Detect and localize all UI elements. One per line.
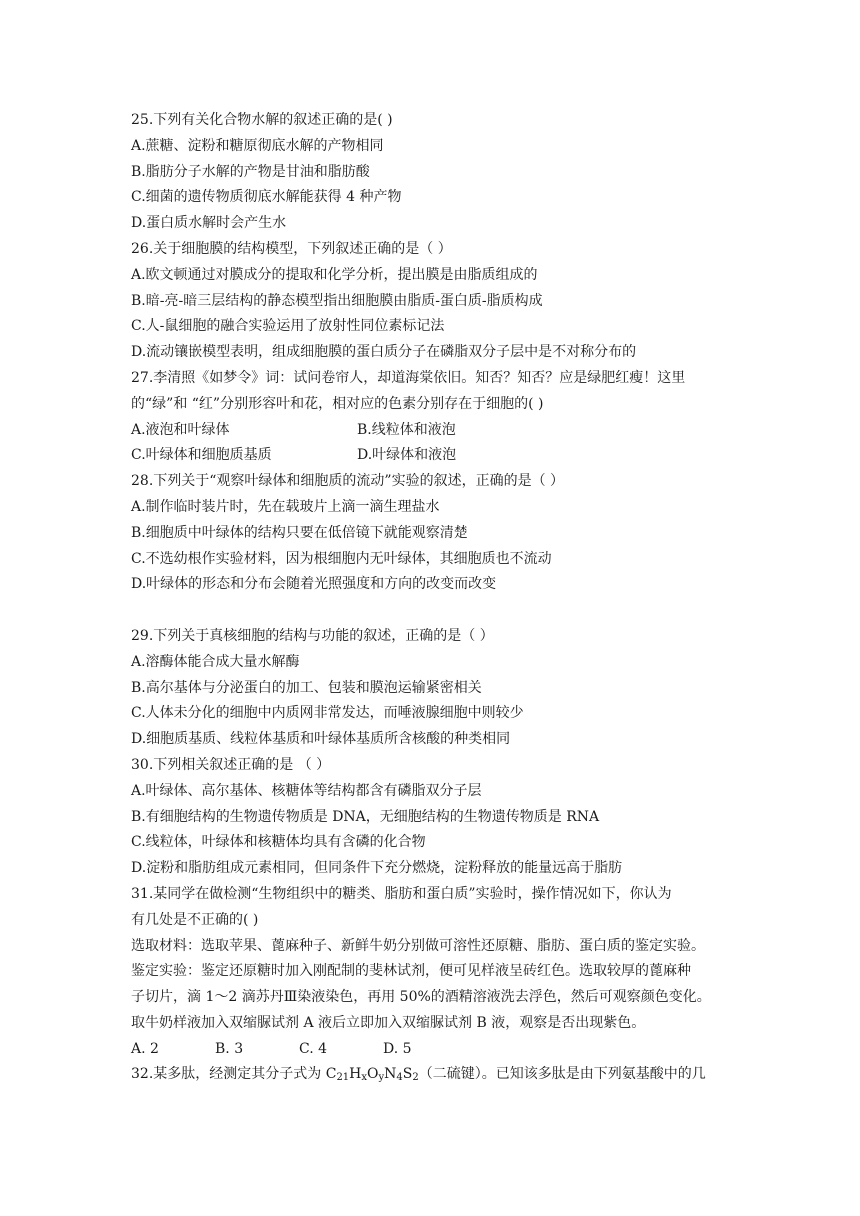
question-stem: 25.下列有关化合物水解的叙述正确的是( ) (131, 112, 393, 128)
options-row (131, 1037, 751, 1063)
options-row-2 (131, 443, 751, 469)
option-d: D.叶绿体和液泡 (357, 447, 457, 464)
formula-subscript: 2 (412, 1072, 419, 1084)
question-stem (131, 1062, 751, 1088)
option-c: C.不选幼根作实验材料，因为根细胞内无叶绿体，其细胞质也不流动 (131, 550, 552, 567)
question-stem-line-2: 的“绿”和 “红”分别形容叶和花，相对应的色素分别存在于细胞的( ) (131, 395, 544, 412)
option-b: B.暗-亮-暗三层结构的静态模型指出细胞膜由脂质-蛋白质-脂质构成 (131, 292, 543, 309)
formula-subscript: x (361, 1072, 368, 1084)
question-27 (131, 366, 751, 469)
option-a: A.叶绿体、高尔基体、核糖体等结构都含有磷脂双分子层 (131, 782, 482, 799)
option-d: D.叶绿体的形态和分布会随着光照强度和方向的改变而改变 (131, 576, 497, 593)
question-28 (131, 469, 751, 598)
question-stem: 30.下列相关叙述正确的是 （ ） (131, 756, 331, 773)
formula-element: S (402, 1066, 413, 1083)
paragraph-line-1: 选取材料：选取苹果、蓖麻种子、新鲜牛奶分别做可溶性还原糖、脂肪、蛋白质的鉴定实验。 (131, 937, 705, 954)
paragraph-line-3: 子切片，滴 1～2 滴苏丹Ⅲ染液染色，再用 50%的酒精溶液洗去浮色，然后可观察颜色变化。 (131, 989, 711, 1006)
question-29 (131, 624, 751, 753)
option-a: A.制作临时装片时，先在载玻片上滴一滴生理盐水 (131, 498, 440, 515)
option-a: A. 2 (131, 1040, 159, 1057)
option-c: C. 4 (299, 1040, 328, 1057)
options-row-1 (131, 418, 751, 444)
option-b: B. 3 (215, 1040, 244, 1057)
molecular-formula (326, 1066, 419, 1082)
question-stem-line-2: 有几处是不正确的( ) (131, 911, 259, 928)
option-a: A.液泡和叶绿体 (131, 421, 230, 438)
option-d: D. 5 (383, 1040, 412, 1057)
option-b: B.细胞质中叶绿体的结构只要在低倍镜下就能观察清楚 (131, 524, 468, 541)
option-b: B.高尔基体与分泌蛋白的加工、包装和膜泡运输紧密相关 (131, 679, 482, 696)
option-c: C.细菌的遗传物质彻底水解能获得 4 种产物 (131, 189, 402, 206)
option-d: D.蛋白质水解时会产生水 (131, 215, 287, 232)
formula-subscript: 4 (396, 1072, 403, 1084)
option-c: C.人-鼠细胞的融合实验运用了放射性同位素标记法 (131, 318, 445, 335)
option-d: D.细胞质基质、线粒体基质和叶绿体基质所含核酸的种类相同 (131, 731, 511, 748)
stem-suffix: （二硫键）。已知该多肽是由下列氨基酸中的几 (418, 1066, 706, 1083)
question-stem: 29.下列关于真核细胞的结构与功能的叙述，正确的是（ ） (131, 627, 494, 644)
formula-element: C (325, 1066, 337, 1083)
option-a: A.欧文顿通过对膜成分的提取和化学分析，提出膜是由脂质组成的 (131, 266, 538, 283)
question-stem-line-1: 31.某同学在做检测“生物组织中的糖类、脂肪和蛋白质”实验时，操作情况如下，你认为 (131, 885, 672, 902)
option-c: C.人体未分化的细胞中内质网非常发达，而唾液腺细胞中则较少 (131, 705, 524, 722)
option-c: C.叶绿体和细胞质基质 (131, 447, 272, 464)
question-stem: 28.下列关于“观察叶绿体和细胞质的流动”实验的叙述，正确的是（ ） (131, 473, 565, 490)
question-stem-line-1: 27.李清照《如梦令》词：试问卷帘人，却道海棠依旧。知否？知否？应是绿肥红瘦！这里 (131, 369, 686, 386)
question-26 (131, 237, 751, 366)
formula-element: H (349, 1066, 362, 1083)
paragraph-line-4: 取牛奶样液加入双缩脲试剂 A 液后立即加入双缩脲试剂 B 液，观察是否出现紫色。 (131, 1014, 646, 1031)
option-d: D.淀粉和脂肪组成元素相同，但同条件下充分燃烧，淀粉释放的能量远高于脂肪 (131, 860, 623, 877)
option-d: D.流动镶嵌模型表明，组成细胞膜的蛋白质分子在磷脂双分子层中是不对称分布的 (131, 344, 637, 361)
option-c: C.线粒体，叶绿体和核糖体均具有含磷的化合物 (131, 834, 426, 851)
question-list (131, 108, 751, 1088)
question-stem: 26.关于细胞膜的结构模型，下列叙述正确的是（ ） (131, 240, 452, 257)
question-31 (131, 882, 751, 1063)
question-25 (131, 108, 751, 237)
question-30 (131, 753, 751, 882)
paragraph-line-2: 鉴定实验：鉴定还原糖时加入刚配制的斐林试剂，便可见样液呈砖红色。选取较厚的蓖麻种 (131, 963, 691, 980)
option-a: A.溶酶体能合成大量水解酶 (131, 653, 300, 670)
formula-subscript: 21 (336, 1072, 350, 1084)
formula-element: O (367, 1066, 379, 1083)
option-a: A.蔗糖、淀粉和糖原彻底水解的产物相同 (131, 137, 384, 154)
option-b: B.脂肪分子水解的产物是甘油和脂肪酸 (131, 163, 370, 180)
formula-subscript: y (378, 1072, 385, 1084)
option-b: B.线粒体和液泡 (357, 421, 456, 438)
option-b: B.有细胞结构的生物遗传物质是 DNA，无细胞结构的生物遗传物质是 RNA (131, 808, 600, 825)
formula-element: N (384, 1066, 397, 1083)
question-32 (131, 1062, 751, 1088)
stem-prefix: 32.某多肽，经测定其分子式为 (131, 1066, 326, 1083)
blank-line (131, 598, 751, 624)
